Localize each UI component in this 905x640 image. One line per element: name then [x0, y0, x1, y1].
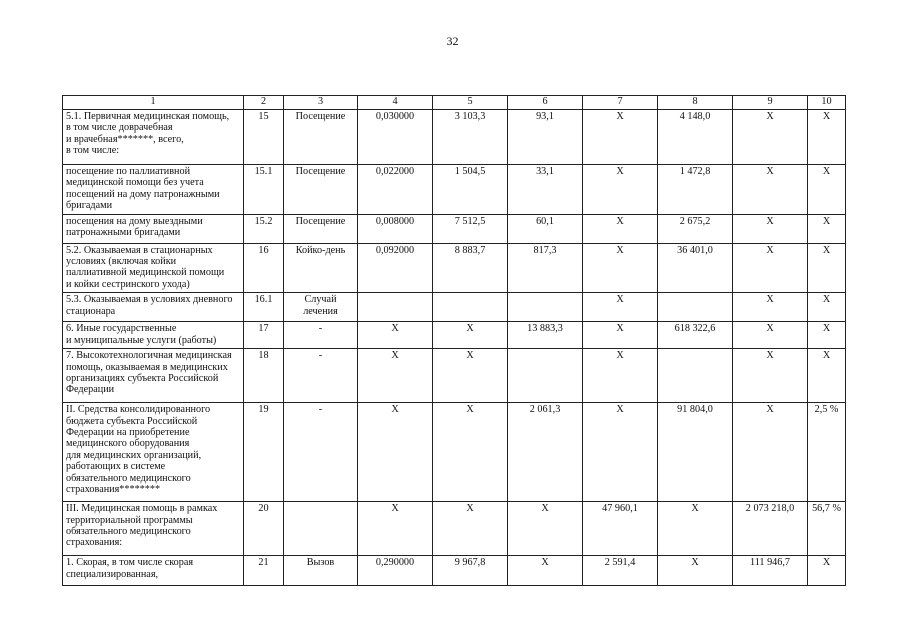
table-row	[63, 214, 846, 243]
table-cell: X	[808, 293, 846, 322]
table-cell	[508, 293, 583, 322]
table-cell: 20	[244, 502, 284, 556]
table-cell: 33,1	[508, 165, 583, 215]
table-cell: X	[508, 502, 583, 556]
row-label-cell: 5.2. Оказываемая в стационарных условиях (включая койки паллиативной медицинской помощи и койки сестринского ухода)	[63, 243, 244, 293]
table-cell: 15.2	[244, 214, 284, 243]
table-cell: X	[583, 403, 658, 502]
table-row	[63, 502, 846, 556]
column-number-9: 9	[733, 96, 808, 110]
table-cell: 0,030000	[358, 110, 433, 165]
table-cell: 0,022000	[358, 165, 433, 215]
table-cell: Вызов	[284, 556, 358, 586]
table-cell: 93,1	[508, 110, 583, 165]
table-cell: X	[733, 214, 808, 243]
table-cell: X	[808, 110, 846, 165]
table-cell: 4 148,0	[658, 110, 733, 165]
table-cell	[358, 293, 433, 322]
table-cell: 1 504,5	[433, 165, 508, 215]
table-cell: 16	[244, 243, 284, 293]
table-cell: 2,5 %	[808, 403, 846, 502]
table-cell: X	[658, 556, 733, 586]
table-cell: X	[358, 349, 433, 403]
table-cell: 15.1	[244, 165, 284, 215]
table-cell: 47 960,1	[583, 502, 658, 556]
table-cell: X	[583, 214, 658, 243]
row-label-cell: 5.3. Оказываемая в условиях дневного стационара	[63, 293, 244, 322]
table-cell	[658, 349, 733, 403]
table-cell: X	[583, 322, 658, 349]
table-cell: 18	[244, 349, 284, 403]
table-cell: 111 946,7	[733, 556, 808, 586]
table-cell: 7 512,5	[433, 214, 508, 243]
table-cell: 2 061,3	[508, 403, 583, 502]
table-cell: Койко-день	[284, 243, 358, 293]
column-number-10: 10	[808, 96, 846, 110]
column-number-6: 6	[508, 96, 583, 110]
column-number-row	[63, 96, 846, 110]
table-cell: 13 883,3	[508, 322, 583, 349]
table-cell: X	[808, 243, 846, 293]
table-row	[63, 403, 846, 502]
table-cell: X	[433, 349, 508, 403]
table-cell: 618 322,6	[658, 322, 733, 349]
row-label-cell: посещение по паллиативной медицинской помощи без учета посещений на дому патронажными бригадами	[63, 165, 244, 215]
row-label-cell: III. Медицинская помощь в рамках территориальной программы обязательного медицинского страхования:	[63, 502, 244, 556]
table-cell: X	[733, 349, 808, 403]
table-cell: 56,7 %	[808, 502, 846, 556]
table-cell: 19	[244, 403, 284, 502]
column-number-3: 3	[284, 96, 358, 110]
table-cell: X	[433, 322, 508, 349]
table-cell: X	[433, 403, 508, 502]
table-cell: 21	[244, 556, 284, 586]
table-cell: Посещение	[284, 165, 358, 215]
table-cell: X	[733, 403, 808, 502]
table-cell: X	[808, 349, 846, 403]
column-number-5: 5	[433, 96, 508, 110]
table-cell: X	[433, 502, 508, 556]
table-cell: 15	[244, 110, 284, 165]
table-row	[63, 322, 846, 349]
table-cell: X	[808, 322, 846, 349]
table-row	[63, 110, 846, 165]
table-cell: 16.1	[244, 293, 284, 322]
column-number-8: 8	[658, 96, 733, 110]
table-cell: 0,290000	[358, 556, 433, 586]
table-cell: X	[583, 165, 658, 215]
table-cell: X	[583, 293, 658, 322]
table-cell: X	[658, 502, 733, 556]
table-cell: 0,008000	[358, 214, 433, 243]
table-cell: -	[284, 349, 358, 403]
column-number-1: 1	[63, 96, 244, 110]
table-cell: X	[508, 556, 583, 586]
row-label-cell: II. Средства консолидированного бюджета субъекта Российской Федерации на приобретение медицинского оборудования для медицинских организаций, работающих в системе обязательного медицинского страхования********	[63, 403, 244, 502]
table-cell: X	[808, 214, 846, 243]
table-cell: X	[358, 403, 433, 502]
table-row	[63, 165, 846, 215]
column-number-2: 2	[244, 96, 284, 110]
table-cell: X	[733, 165, 808, 215]
table-cell: 91 804,0	[658, 403, 733, 502]
table-cell: 817,3	[508, 243, 583, 293]
table-cell: X	[808, 165, 846, 215]
table-row	[63, 293, 846, 322]
table-cell	[658, 293, 733, 322]
table-cell: 9 967,8	[433, 556, 508, 586]
table-cell: 0,092000	[358, 243, 433, 293]
row-label-cell: посещения на дому выездными патронажными бригадами	[63, 214, 244, 243]
table-cell: 2 073 218,0	[733, 502, 808, 556]
table-cell: X	[583, 243, 658, 293]
table-cell: 17	[244, 322, 284, 349]
table-cell: 60,1	[508, 214, 583, 243]
table-cell: X	[358, 502, 433, 556]
table-cell: 36 401,0	[658, 243, 733, 293]
financing-table	[62, 95, 846, 586]
table-cell: 3 103,3	[433, 110, 508, 165]
table-cell: 1 472,8	[658, 165, 733, 215]
row-label-cell: 7. Высокотехнологичная медицинская помощь, оказываемая в медицинских организациях субъекта Российской Федерации	[63, 349, 244, 403]
table-cell: X	[583, 349, 658, 403]
column-number-4: 4	[358, 96, 433, 110]
table-cell: X	[583, 110, 658, 165]
table-cell: X	[358, 322, 433, 349]
row-label-cell: 5.1. Первичная медицинская помощь, в том числе доврачебная и врачебная*******, всего, в том числе:	[63, 110, 244, 165]
table-cell: X	[733, 293, 808, 322]
table-cell	[433, 293, 508, 322]
table-cell: X	[733, 322, 808, 349]
table-cell: -	[284, 403, 358, 502]
table-cell	[284, 502, 358, 556]
table-cell: X	[808, 556, 846, 586]
table-cell: 2 591,4	[583, 556, 658, 586]
table-cell: 2 675,2	[658, 214, 733, 243]
table-row	[63, 243, 846, 293]
table-cell	[508, 349, 583, 403]
page-number: 32	[446, 34, 459, 48]
column-number-7: 7	[583, 96, 658, 110]
row-label-cell: 1. Скорая, в том числе скорая специализированная,	[63, 556, 244, 586]
table-cell: -	[284, 322, 358, 349]
table-cell: Посещение	[284, 110, 358, 165]
table-cell: Посещение	[284, 214, 358, 243]
table-cell: X	[733, 243, 808, 293]
table-row	[63, 349, 846, 403]
table-row	[63, 556, 846, 586]
table-cell: 8 883,7	[433, 243, 508, 293]
table-cell: X	[733, 110, 808, 165]
row-label-cell: 6. Иные государственные и муниципальные услуги (работы)	[63, 322, 244, 349]
table-cell: Случай лечения	[284, 293, 358, 322]
